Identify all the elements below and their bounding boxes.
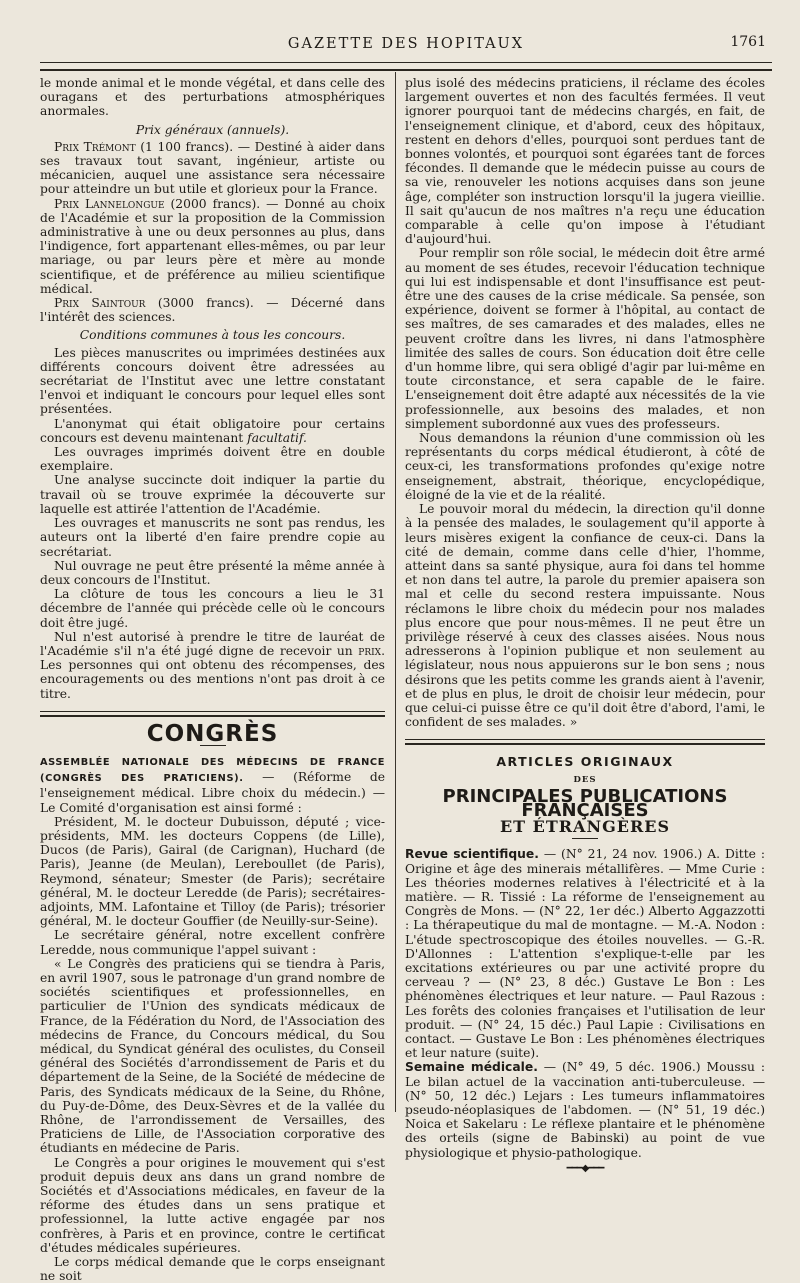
articles-heading: ARTICLES ORIGINAUX (496, 754, 674, 770)
paragraph: Le corps médical demande que le corps enseignant ne soit (40, 1255, 385, 1283)
journal-title: GAZETTE DES HOPITAUX (287, 36, 525, 52)
paragraph: Prix Trémont (1 100 francs). — Destiné à aider dans ses travaux tout savant, ingénieur, artiste ou mécanicien, auquel une assistance sera nécessaire pour atteindre un but utile et glorieux pour la France. (40, 139, 385, 197)
paragraph: Semaine médicale. — (N° 49, 5 déc. 1906.) Moussu : Le bilan actuel de la vaccination anti-tuberculeuse. — (N° 50, 12 déc.) Lejars : Les tumeurs inflammatoires pseudo-néoplasiques de l'abdomen. — (N° 51, 19 déc.) Noica et Sakelaru : Le réflexe plantaire et le phénomène des orteils (signe de Babinski) au point de vue physiologique et physio-pathologique. (405, 1060, 765, 1160)
right-column (405, 76, 765, 1176)
section-heading: Prix généraux (annuels). (135, 122, 290, 137)
congres-heading: CONGRÈS (146, 720, 279, 747)
paragraph: Les ouvrages et manuscrits ne sont pas rendus, les auteurs ont la liberté d'en faire prendre copie au secrétariat. (40, 516, 385, 559)
section-heading: Conditions communes à tous les concours. (79, 328, 346, 343)
paragraph: « Le Congrès des praticiens qui se tiendra à Paris, en avril 1907, sous le patronage d'un grand nombre de sociétés scientifiques et professionnelles, en particulier de l'Union des syndicats médicaux de France, de la Fédération du Nord, de l'Association des médecins de France, du Concours médical, du Sou médical, du Syndicat général des oculistes, du Conseil général des Sociétés d'arrondissement de Paris et du département de la Seine, de la Société de médecine de Paris, des Syndicats médicaux de la Seine, du Rhône, du Puy-de-Dôme, des Deux-Sèvres et de la vallée du Rhône, de l'arrondissement de Versailles, des Praticiens de Lille, de l'Association corporative des étudiants en médecine de Paris. (40, 956, 385, 1156)
paragraph: plus isolé des médecins praticiens, il réclame des écoles largement ouvertes et non des facultés fermées. Il veut ignorer pourquoi tant de médecins chargés, en fait, de l'enseignement clinique, et d'abord, ceux des hôpitaux, restent en dehors d'elles, pourquoi sont perdues tant de bonnes volontés, et pourquoi sont égarées tant de forces fécondes. Il demande que le médecin puisse au cours de sa vie, renouveler les notions acquises dans son jeune âge, compléter son instruction lorsqu'il la jugera vieillie. Il sait qu'aucun de nos maîtres n'a reçu une éducation comparable à celle qu'on impose à l'étudiant d'aujourd'hui. (405, 76, 765, 247)
page-header (40, 36, 772, 58)
header-rule-thick (40, 69, 772, 71)
paragraph: Prix Saintour (3000 francs). — Décerné dans l'intérêt des sciences. (40, 296, 385, 325)
paragraph: Pour remplir son rôle social, le médecin doit être armé au moment de ses études, recevoir l'éducation technique qui lui est indispensable et dont l'insuffisance est peut-être une des causes de la crise médicale. Sa pensée, son expérience, doivent se former à l'hôpital, au contact de ses maîtres, de ses camarades et des malades, elles ne peuvent croître dans les livres, ni dans l'atmosphère limitée des salles de cours. Son éducation doit être celle d'un homme libre, qui sera obligé d'agir par lui-même en toute circonstance, et sera capable de le faire. L'enseignement doit être adapté aux nécessités de la vie professionnelle, aux besoins des malades, et non simplement subordonné aux vues des professeurs. (405, 246, 765, 431)
prize-name: Prix Trémont (54, 139, 136, 154)
paragraph: Président, M. le docteur Dubuisson, député ; vice-présidents, MM. les docteurs Coppens (de Lille), Ducos (de Paris), Gairal (de Carignan), Huchard (de Paris), Jeanne (de Meulan), Lereboullet (de Paris), Reymond, sénateur; Smester (de Paris); secrétaire général, M. le docteur Leredde (de Paris); secrétaires-adjoints, MM. Lafontaine et Tilloy (de Paris); trésorier général, M. le docteur Gouffier (de Neuilly-sur-Seine). (40, 814, 385, 929)
paragraph: Le pouvoir moral du médecin, la direction qu'il donne à la pensée des malades, le soulagement qu'il apporte à leurs misères exigent la confiance de ceux-ci. Dans la cité de demain, comme dans celle d'hier, l'homme, atteint dans sa santé physique, aura foi dans tel homme et non dans tel autre, la parole du premier apaisera son mal et celle du second restera impuissante. Nous réclamons le libre choix du médecin pour nos malades plus encore que pour nous-mêmes. Il ne peut être un privilège réservé à ceux des classes aisées. Nous nous adresserons à l'opinion publique et non seulement au législateur, nous nous appuierons sur le bon sens ; nous désirons que les petits comme les grands aient à l'avenir, et de plus en plus, le droit de choisir leur médecin, pour que celui-ci puisse être ce qu'il doit être d'abord, l'ami, le confident de ses malades. » (405, 502, 765, 730)
paragraph: Le Congrès a pour origines le mouvement qui s'est produit depuis deux ans dans un grand nombre de Sociétés et d'Associations médicales, en faveur de la réforme des études dans un sens pratique et professionnel, la lutte active engagée par nos confrères, à Paris et en province, contre le certificat d'études médicales supérieures. (40, 1155, 385, 1255)
page-number: 1761 (730, 34, 766, 50)
prize-name: Prix Saintour (54, 296, 146, 311)
paragraph: Prix Lannelongue (2000 francs). — Donné au choix de l'Académie et sur la proposition de la Commission administrative à une ou deux personnes au plus, dans l'indigence, fort appartenant elles-mêmes, ou par leur mariage, ou par leurs père et mère au monde scientifique, et de préférence au milieu scientifique médical. (40, 196, 386, 296)
header-rule (40, 62, 772, 63)
paragraph: le monde animal et le monde végétal, et dans celle des ouragans et des perturbations atmosphériques anormales. (40, 76, 385, 119)
paragraph: Nul n'est autorisé à prendre le titre de lauréat de l'Académie s'il n'a été jugé digne de recevoir un prix. Les personnes qui ont obtenu des récompenses, des encouragements ou des mentions n'ont pas droit à ce titre. (40, 629, 385, 701)
paragraph: Nous demandons la réunion d'une commission où les représentants du corps médical étudieront, à côté de ceux-ci, les transformations profondes qu'exige notre enseignement, abstrait, théorique, encyclopédique, éloigné de la vie et de la réalité. (405, 431, 765, 502)
paragraph: Nul ouvrage ne peut être présenté la même année à deux concours de l'Institut. (40, 558, 385, 587)
left-column (40, 76, 385, 1283)
section-rule (40, 711, 385, 717)
column-divider (395, 72, 396, 1112)
paragraph: Les ouvrages imprimés doivent être en double exemplaire. (40, 445, 385, 474)
articles-des: DES (573, 774, 597, 785)
paragraph: Les pièces manuscrites ou imprimées destinées aux différents concours doivent être adressées au secrétariat de l'Institut avec une lettre constatant l'envoi et indiquant le concours pour lequel elles sont présentées. (40, 345, 385, 417)
short-rule (572, 838, 598, 839)
paragraph: Revue scientifique. — (N° 21, 24 nov. 1906.) A. Ditte : Origine et âge des minerais métallifères. — Mme Curie : Les théories modernes relatives à l'électricité et à la matière. — R. Tissié : La réforme de l'enseignement au Congrès de Mons. — (N° 22, 1er déc.) Alberto Aggazzotti : La thérapeutique du mal de montagne. — M.-A. Nodon : L'étude spectroscopique des étoiles nouvelles. — G.-R. D'Allonnes : L'attention s'explique-t-elle par les excitations extérieures ou par une activité propre du cerveau ? — (N° 23, 8 déc.) Gustave Le Bon : Les phénomènes électriques et leur nature. — Paul Razous : Les forêts des colonies françaises et l'utilisation de leur produit. — (N° 24, 15 déc.) Paul Lapie : Civilisations en contact. — Gustave Le Bon : Les phénomènes électriques et leur nature (suite). (405, 847, 765, 1061)
paragraph: Une analyse succincte doit indiquer la partie du travail où se trouve exprimée la découverte sur laquelle est attirée l'attention de l'Académie. (40, 473, 385, 516)
prize-name: Prix Lannelongue (54, 196, 165, 211)
ornament-divider: ━━━◆━━━ (566, 1162, 604, 1174)
paragraph: ASSEMBLÉE NATIONALE DES MÉDECINS DE FRANCE (CONGRÈS DES PRATICIENS). — (Réforme de l'enseignement médical. Libre choix du médecin.) — Le Comité d'organisation est ainsi formé : (40, 756, 385, 815)
paragraph: La clôture de tous les concours a lieu le 31 décembre de l'année qui précède celle où le concours doit être jugé. (40, 587, 385, 630)
articles-subtitle: ET ÉTRANGÈRES (499, 817, 670, 837)
section-rule (405, 739, 765, 745)
articles-title: PRINCIPALES PUBLICATIONS FRANÇAISES (442, 785, 728, 821)
paragraph: L'anonymat qui était obligatoire pour certains concours est devenu maintenant facultatif. (40, 416, 385, 445)
paragraph: Le secrétaire général, notre excellent confrère Leredde, nous communique l'appel suivant : (40, 928, 385, 957)
